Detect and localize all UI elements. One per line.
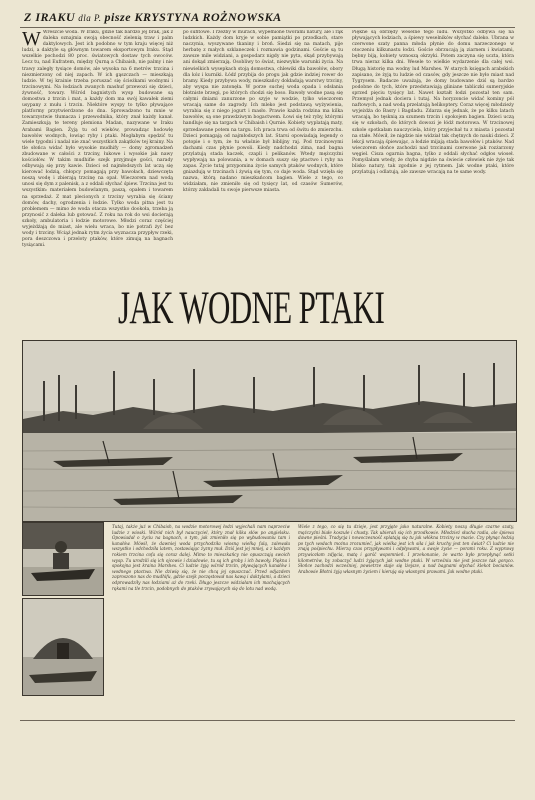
village-photo-image	[23, 341, 516, 521]
header-mid: dla P.	[78, 13, 102, 23]
lower-left-text: Tutaj, także już w Chibaish, na wodzie motorowej łodzi wyjechali nam naprzeciw ludzie z wioski. Wśród nich był nauczyciel, który znał kilka słów po angielsku. Opowiadał o życiu na bagnach, o tym, jak zmieniło się po wybudowaniu tam i kanałów. Mówił, że dawniej woda przychodziła wiosną wielką falą, zalewała wszystko i odchodziła latem, zostawiając żyzny muł. Dziś jest jej mniej, a z każdym rokiem trzcina cofa się coraz dalej. Mimo to mieszkańcy nie opuszczają swoich wysp. Tu urodzili się ich ojcowie i dziadowie, tu są ich groby i ich bawoły. Piękna i spokojna jest kraina Marshes. Ci ludzie żyją wśród trzcin, pływających kanałów i wodnego ptactwa. Nie dziwię się, że nie chcą jej opuszczać. Przed odjazdem zaproszono nas do mudhifu, gdzie szejk poczęstował nas kawą i daktylami, a dzieci odprowadziły nas łodziami aż do rzeki. Długo jeszcze widziałam ich machających rękami na tle trzcin, podobnych do ptaków zrywających się do lotu nad wodą.	[112, 524, 290, 591]
bottom-rule	[20, 720, 515, 721]
column-3-text: Piękne są obrzędy weselne tego ludu. Wszystko odbywa się na pływających łodziach, a śpiewy weselników słychać daleko. Ubrana w czerwone szaty panna młoda płynie do domu narzeczonego w otoczeniu kilkunastu łodzi. Goście obrzucają ją ziarnem i kwiatami, bębny biją, kobiety wznoszą okrzyki. Potem zaczyna się uczta, która trwa nieraz kilka dni. Wesele to wielkie wydarzenie dla całej wsi. Długą historię ma wodny lud Marshes. W starych księgach arabskich zapisano, że żyją tu ludzie od czasów, gdy jeszcze nie było miast nad Tygrysem. Badacze uważają, że domy budowane dziś są bardzo podobne do tych, które przedstawiają gliniane tabliczki sumeryjskie sprzed pięciu tysięcy lat. Nawet kształt łodzi pozostał ten sam. Przemysł jednak dociera i tutaj. Na horyzoncie widać kominy pól naftowych, a nad wodą przelatują helikoptery. Coraz więcej młodzieży wyjeżdża do Basry i Bagdadu. Zdarza się jednak, że po kilku latach wracają, bo tęsknią za szumem trzcin i spokojem bagien. Dzieci uczą się w szkołach, do których dowozi je łódź motorowa. W trzcinowej szkole spotkałam nauczyciela, który przyjechał tu z miasta i pozostał na stałe. Mówił, że nigdzie nie widział tak chętnych do nauki dzieci. Z lekcji wracają śpiewając, a łodzie mijają stada bawołów i ptaków. Nad wieczorem słońce zachodzi nad trzcinami czerwone jak rozżarzony węgiel. Cisza ogarnia bagna, tylko z oddali słychać odgłos wioseł. Pomyślałam wtedy, że chyba nigdzie na świecie człowiek nie żyje tak blisko natury, tak zgodnie z jej rytmem. Jak wodne ptaki, które przylatują i odlatują, ale zawsze wracają na te same wody.	[352, 30, 514, 176]
column-2	[183, 30, 343, 268]
reed-house-image	[23, 599, 103, 695]
article-title: JAK WODNE PTAKI	[118, 282, 385, 334]
marsh-village-photo	[22, 340, 517, 522]
child-boat-photo	[22, 522, 104, 596]
column-1-text: Wreszcie woda. W Iraku, gdzie tak bardzo jej brak, jak z daleka oznajmia swoją obecność zielenią traw i palm daktylowych. Jest ich podobno w tym kraju więcej niż ludzi, a daktyle są głównym towarem eksportowym Iraku. Stąd wszelkie pochodzi 80 proc. światowych dostaw tych owoców. Lecz tu, nad Eufratem, między Qurną a Chibaish, nie palmy i nie trawy zaległy tysiące domów, ale wysoka na 6 metrów trzcina i niezmierzony od niej zapach. W ich gąszczach — mieszkają ludzie. W tej krainie trzeba poruszać się ścieżkami wodnymi i trzcinowymi. Na łodziach zwanych mashuf przewozi się dzieci, żywność, towary. Wśród bagnistych wysp budowane są domostwa z trzcin i mat, a każdy dom ma swój kawałek ziemi usypany z mułu i trzcin. Niektóre wyspy to tylko pływające platformy przytwierdzone do dna. Sprowadzono tu mnie w towarzystwie tłumacza i przewodnika, który znał każdy kanał. Zamieszkują te tereny plemiona Madan, nazywane w Iraku Arabami Bagien. Żyją tu od wieków, prowadząc hodowlę bawołów wodnych, łowiąc ryby i ptaki. Mogłabym spędzić tu wiele tygodni i nadal nie znać wszystkich zakątków tej krainy. Na tle słońca widać było wysokie mudhify — domy zgromadzeń zbudowane w całości z trzciny, łukowe i wysokie jak nawy kościołów. W takim mudhifie szejk przyjmuje gości, narady odbywają się przy kawie. Dzieci od najmłodszych lat uczą się kierować łodzią, chłopcy pomagają przy bawołach, dziewczęta noszą wodę i zbierają trzcinę na opał. Wieczorem nad wodą unosi się dym z palenisk, a z oddali słychać śpiew. Trzcina jest tu wszystkim: materiałem budowlanym, paszą, opałem i towarem na sprzedaż. Z mat plecionych z trzciny wyrabia się ściany domów, dachy, ogrodzenia i łodzie. Tylko woda pitna jest tu problemem — mimo że woda otacza wszystko dookoła, trzeba ją przynosić z daleka lub gotować. Z roku na rok do wsi docierają szkoły, ambulatoria i łodzie motorowe. Młodzi coraz częściej wyjeżdżają do miast, ale wielu wraca, bo nie potrafi żyć bez wody i trzciny. Wciąż jednak rytm życia wyznacza przypływ rzeki, pora deszczowa i przeloty ptaków, które zimują na bagnach tysiącami.	[22, 30, 173, 249]
article-header	[24, 10, 384, 24]
reed-house-photo	[22, 598, 104, 696]
column-2-text: po sufitowe. I rzeźby w murach, wypełnione tworami natury, ale i rąk ludzkich. Każdy dom kryje w sobie pamiątki po przodkach, stare naczynia, wyszywane tkaniny i broń. Siedzi się na matach, pije herbatę z małych szklaneczek i rozmawia godzinami. Goście są tu zawsze mile widziani, a gospodarz nigdy nie pyta, skąd przybywają ani dokąd zmierzają. Osobliwy to świat, niezwykle warunki życia. Na niewielkich wysepkach stoją domostwa, chlewiki dla bawołów, obory dla kóz i kurniki. Łódź przybija do progu jak gdzie indziej rower do bramy. Kiedy przybywa wody, mieszkańcy dokładają warstwy trzciny, aby wyspa nie zatonęła. W porze suchej woda opada i odsłania błotniste brzegi, po których chodzi się boso. Bawoły wodne pasą się całymi dniami zanurzone po szyje w wodzie, tylko wieczorem wracają same do zagrody. Ich mleko jest podstawą wyżywienia, wyrabia się z niego jogurt i masło. Prawie każda rodzina ma kilka bawołów, są one prawdziwym bogactwem. Łowi się też ryby, którymi handluje się na targach w Chibaish i Qurnie. Kobiety wyplatają maty, sprzedawane potem na targu. Ich praca trwa od świtu do zmierzchu. Dzieci pomagają od najmłodszych lat. Starsi opowiadają legendy o potopie i o tym, że tu właśnie był biblijny raj. Pod trzcinowymi dachami czas płynie powoli. Kiedy nadchodzi zima, nad bagna przylatują stada kaczek, czapli i pelikanów. Wtedy mężczyźni wypływają na polowania, a w domach suszy się ptactwo i ryby na zapas. Życie tutaj przypomina życie samych ptaków wodnych, które gniazdują w trzcinach i żywią się tym, co daje woda. Stąd wzięła się nazwa, którą nadano mieszkańcom bagien. Wiele z tego, co widziałam, nie zmieniło się od tysięcy lat, od czasów Sumerów, którzy zakładali tu swoje pierwsze miasta.	[183, 30, 343, 194]
header-rule	[20, 27, 515, 28]
lower-right-text: Wiele z tego, co się tu dzieje, jest przyjęte jako naturalne. Kobiety noszą długie czarne szaty, mężczyźni białe koszule i chusty. Tak ubierali się ich przodkowie. Młodzież słucha radia, ale śpiewa dawne pieśni. Tradycja i nowoczesność splatają się tu jak włókna trzciny w macie. Czy płynąc łodzią po tych wodach można zrozumieć, jak wielka jest ich siła i jak kruchy jest ten świat? Ci ludzie nie znają pośpiechu. Mierzą czas przypływami i odpływami, a swoje życie — porami roku. Z wyprawy przywiozłam zdjęcia, matę i garść wspomnień. I przekonanie, że warto było przepłynąć setki kilometrów, by zobaczyć ludzi żyjących jak wodne ptaki. W wrześniu nie jest jeszcze tak gorąco. Słońce zachodzi wcześniej, powietrze staje się lżejsze, a nad bagnami słychać klekot bocianów. Arabowie Błotni żyją własnym życiem i kierują się własnymi prawami. Jak wodne ptaki.	[298, 524, 514, 574]
header-byline: pisze KRYSTYNA ROŻNOWSKA	[104, 10, 282, 24]
child-photo-image	[23, 523, 103, 595]
small-photo-column	[22, 522, 104, 697]
header-lead: Z IRAKU	[24, 10, 76, 24]
drop-cap: W	[22, 30, 41, 50]
column-1	[22, 30, 173, 270]
column-3	[352, 30, 514, 268]
